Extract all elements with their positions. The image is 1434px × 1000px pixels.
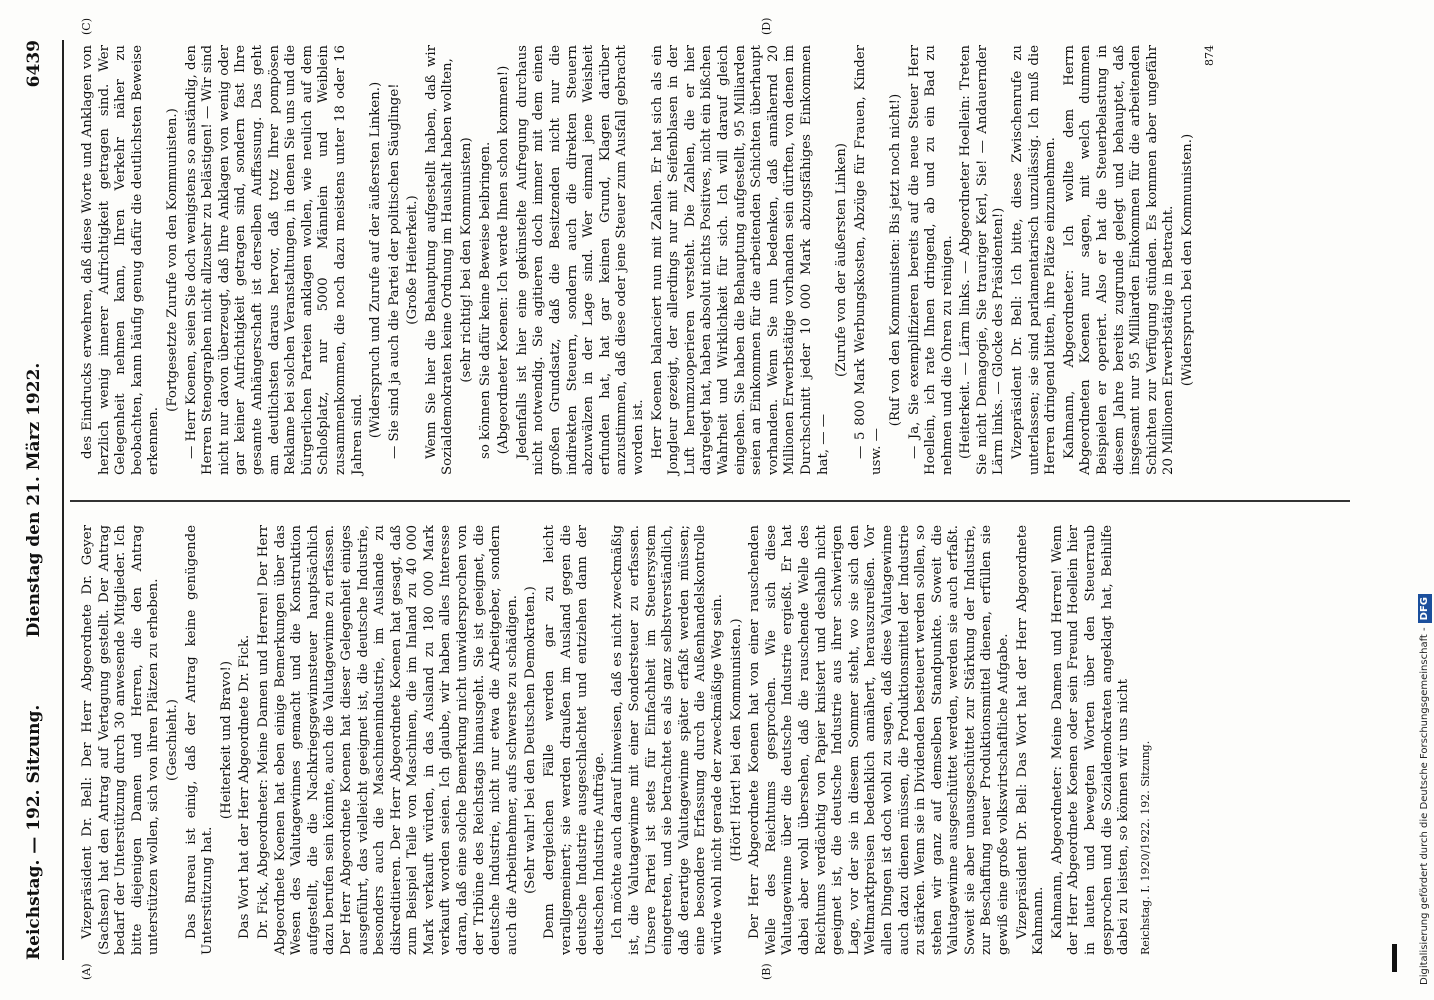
digitization-credit xyxy=(1418,5,1432,995)
header-left: Reichstag. — 192. Sitzung. xyxy=(24,704,44,960)
left-paragraph: Das Bureau ist einig, daß der Antrag keine genügende Unterstützung hat. xyxy=(183,525,216,955)
right-paragraph: (sehr richtig! bei den Kommunisten) xyxy=(459,137,475,383)
left-paragraph: Der Herr Abgeordnete Koenen hat von einer rauschenden Welle des Reichtums gesprochen. Wie sich diese Valutagewinne über die deutsche Industrie ergießt. Er hat dabei aber wohl übersehen, daß die rauschende Welle des Reichtums verdächtig von Papier knistert und deshalb nicht geeignet ist, die deutsche Industrie aus ihrer schwierigen Lage, vor der sie in diesem Sommer steht, wo sie sich den Weltmarktpreisen bedenklich annähert, herauszureißen. Vor allen Dingen ist doch wohl zu sagen, daß diese Valutagewinne auch dazu dienen müssen, die Produktionsmittel der Industrie zu stärken. Wenn sie in Dividenden besteuert werden sollen, so stehen wir ganz auf demselben Standpunkte. Soweit die Valutagewinne ausgeschüttet werden, werden sie auch erfaßt. Soweit sie aber unausgeschüttet zur Stärkung der Industrie, zur Beschaffung neuer Produktionsmittel dienen, erfüllen sie gewiß eine große volkswirtschaftliche Aufgabe. xyxy=(747,525,1012,955)
left-paragraph: (Hört! Hört! bei den Kommunisten.) xyxy=(728,618,744,862)
right-paragraph: (Große Heiterkeit.) xyxy=(405,195,421,325)
header-rule xyxy=(62,40,64,960)
right-paragraph: so können Sie dafür keine Beweise beibringen. xyxy=(477,141,493,459)
margin-mark-c: (C) xyxy=(80,18,93,35)
left-paragraph: Ich möchte auch darauf hinweisen, daß es nicht zweckmäßig ist, die Valutagewinne mit einer Sondersteuer zu erfassen. Unsere Partei ist stets für Einfachheit im Steuersystem eingetreten, und sie betrachtet es als ganz selbstverständlich, daß derartige Valutagewinne später erfaßt werden müssen; eine besondere Erfassung durch die Außenhandelskontrolle würde wohl nicht gerade der zweckmäßige Weg sein. xyxy=(610,525,725,955)
left-paragraph: (Heiterkeit und Bravo!) xyxy=(218,660,234,820)
right-paragraph: — Herr Koenen, seien Sie doch wenigstens so anständig, den Herren Stenographen nicht allzusehr zu belästigen! — Wir sind nicht nur davon überzeugt, daß Ihre Anklagen von wenig oder gar keiner Aufrichtigkeit getragen sind, sondern fast Ihre gesamte Anhängerschaft ist derselben Auffassung. Das geht am deutlichsten daraus hervor, daß trotz Ihrer pompösen Reklame bei solchen Veranstaltungen, in denen Sie uns und die bürgerlichen Parteien anklagen wollen, wie neulich auf dem Schloßplatz, nur 5000 Männlein und Weiblein zusammenkommen, die noch dazu meistens unter 18 oder 16 Jahren sind. xyxy=(183,45,365,475)
right-paragraph: (Zurufe von der äußersten Linken) xyxy=(834,143,850,377)
left-paragraph: (Sehr wahr! bei den Deutschen Demokraten.) xyxy=(523,586,539,894)
credit-text: Digitalisierung gefördert durch die Deutsche Forschungsgemeinschaft - xyxy=(1419,627,1430,985)
running-header xyxy=(18,40,58,960)
left-column xyxy=(80,525,1153,955)
right-column xyxy=(80,45,1217,475)
right-paragraph: (Widerspruch und Zurufe auf der äußersten Linken.) xyxy=(368,81,384,439)
left-paragraph: Denn dergleichen Fälle werden gar zu leicht verallgemeinert; sie werden draußen im Ausland gegen die deutsche Industrie ausgeschlachtet und entziehen dann der deutschen Industrie Aufträge. xyxy=(542,525,607,955)
right-paragraph: — Sie sind ja auch die Partei der politischen Säuglinge! xyxy=(386,83,402,459)
margin-mark-b: (B) xyxy=(760,963,773,980)
right-paragraph: des Eindrucks erwehren, daß diese Worte und Anklagen von herzlich wenig innerer Aufrichtigkeit getragen sind. Wer Gelegenheit nehmen kann, Ihren Verkehr näher zu beobachten, kann häufig genug dafür die deutlichsten Beweise erkennen. xyxy=(80,45,162,475)
right-paragraph: — 5 800 Mark Werbungskosten, Abzüge für Frauen, Kinder usw. — xyxy=(852,45,885,475)
left-paragraph: Vizepräsident Dr. Bell: Der Herr Abgeordnete Dr. Geyer (Sachsen) hat den Antrag auf Vertagung gestellt. Der Antrag bedarf der Unterstützung durch 30 anwesende Mitglieder. Ich bitte diejenigen Damen und Herren, die den Antrag unterstützen wollen, sich von ihren Plätzen zu erheben. xyxy=(80,525,162,955)
right-paragraph: (Abgeordneter Koenen: Ich werde Ihnen schon kommen!) xyxy=(496,65,512,455)
left-paragraph: (Geschieht.) xyxy=(164,699,180,781)
left-paragraph: Dr. Fick, Abgeordneter: Meine Damen und Herren! Der Herr Abgeordnete Koenen hat eben einige Bemerkungen über das Wesen des Valutagewinnes gemacht und die Konstruktion aufgestellt, die die Nachkriegsgewinnsteuer hauptsächlich dazu berufen sein könnte, auch die Valutagewinne zu erfassen. Der Herr Abgeordnete Koenen hat dieser Gelegenheit einiges ausgeführt, das vielleicht geeignet ist, die deutsche Industrie, besonders auch die Maschinenindustrie, im Auslande zu diskreditieren. Der Herr Abgeordnete Koenen hat gesagt, daß zum Beispiel Teile von Maschinen, die im Inland zu 40 000 Mark verkauft würden, in das Ausland zu 180 000 Mark verkauft worden seien. Ich glaube, wir haben alles Interesse daran, daß eine solche Bemerkung nicht unwidersprochen von der Tribüne des Reichstags hinausgeht. Sie ist geeignet, die deutsche Industrie, nicht nur etwa die Arbeitgeber, sondern auch die Arbeitnehmer, aufs schwerste zu schädigen. xyxy=(255,525,520,955)
dfg-logo: DFG xyxy=(1418,594,1432,623)
right-paragraph: — Ja, Sie exemplifizieren bereits auf die neue Steuer Herr Hoellein, ich rate Ihnen dringend, ab und zu ein Bad zu nehmen und die Ohren zu reinigen. xyxy=(906,45,955,475)
column-rule xyxy=(70,500,1350,502)
right-paragraph: Wenn Sie hier die Behauptung aufgestellt haben, daß wir Sozialdemokraten keine Ordnung im Haushalt haben wollten, xyxy=(423,45,456,475)
right-paragraph: (Heiterkeit. — Lärm links. — Abgeordneter Hoellein: Treten Sie nicht Demagogie, Sie trauriger Kerl, Sie! — Andauernder Lärm links. — Glocke des Präsidenten!) xyxy=(958,45,1007,475)
scan-edge-mark xyxy=(1392,944,1397,972)
left-paragraph: Das Wort hat der Herr Abgeordnete Dr. Fick. xyxy=(237,634,253,939)
margin-mark-a: (A) xyxy=(80,963,93,980)
page-code: 874 xyxy=(1202,45,1216,66)
right-paragraph: (Ruf von den Kommunisten: Bis jetzt noch nicht!) xyxy=(887,93,903,427)
right-paragraph: (Widerspruch bei den Kommunisten.) xyxy=(1180,133,1195,387)
right-paragraph: Herr Koenen balanciert nun mit Zahlen. Er hat sich als ein Jongleur gezeigt, der allerdings nur mit Seifenblasen in der Luft herumzuoperieren versteht. Die Zahlen, die er hier dargelegt hat, haben absolut nichts Positives, nicht ein bißchen Wahrheit und Wirklichkeit für sich. Ich will darauf gleich eingehen. Sie haben die Behauptung aufgestellt, 95 Milliarden seien an Einkommen für die arbeitenden Schichten überhaupt vorhanden. Wenn Sie nun bedenken, daß annähernd 20 Millionen Erwerbstätige vorhanden sein dürften, von denen im Durchschnitt jeder 10 000 Mark abzugsfähiges Einkommen hat, — — xyxy=(649,45,831,475)
right-paragraph: Vizepräsident Dr. Bell: Ich bitte, diese Zwischenrufe zu unterlassen; sie sind parlamentarisch unzulässig. Ich muß die Herren dringend bitten, ihre Plätze einzunehmen. xyxy=(1010,45,1059,475)
left-paragraph: Kahmann, Abgeordneter: Meine Damen und Herren! Wenn der Herr Abgeordnete Koenen oder sein Freund Hoellein hier in lauten und bewegten Worten über den Steuerraub gesprochen und die Sozialdemokraten angeklagt hat, Beihilfe dabei zu leisten, so können wir uns nicht xyxy=(1049,525,1132,955)
left-footer: Reichstag. I. 1920/1922. 192. Sitzung. xyxy=(1138,740,1152,955)
header-date: Dienstag den 21. März 1922. xyxy=(24,362,44,638)
right-paragraph: Kahmann, Abgeordneter: Ich wollte dem Herrn Abgeordneten Koenen nur sagen, mit welch dummen Beispielen er operiert. Also er hat die Steuerbelastung in diesem Jahre bereits zugrunde gelegt und behauptet, daß insgesamt nur 95 Milliarden Einkommen für die arbeitenden Schichten zur Verfügung stünden. Es kommen aber ungefähr 20 Millionen Erwerbstätige in Betracht. xyxy=(1061,45,1177,475)
margin-mark-d: (D) xyxy=(760,17,773,35)
right-paragraph: Jedenfalls ist hier eine gekünstelte Aufregung durchaus nicht notwendig. Sie agitieren doch immer mit dem einen großen Grundsatz, daß die Besitzenden nicht nur die indirekten Steuern, sondern auch die direkten Steuern abzuwälzen in der Lage sind. Wer einmal jene Weisheit erfunden hat, hat gar keinen Grund, Klagen darüber anzustimmen, daß diese oder jene Steuer zum Ausfall gebracht worden ist. xyxy=(514,45,646,475)
page-number: 6439 xyxy=(24,40,44,88)
right-paragraph: (Fortgesetzte Zurufe von den Kommunisten.) xyxy=(164,108,180,412)
left-paragraph: Vizepräsident Dr. Bell: Das Wort hat der Herr Abgeordnete Kahmann. xyxy=(1014,525,1047,955)
